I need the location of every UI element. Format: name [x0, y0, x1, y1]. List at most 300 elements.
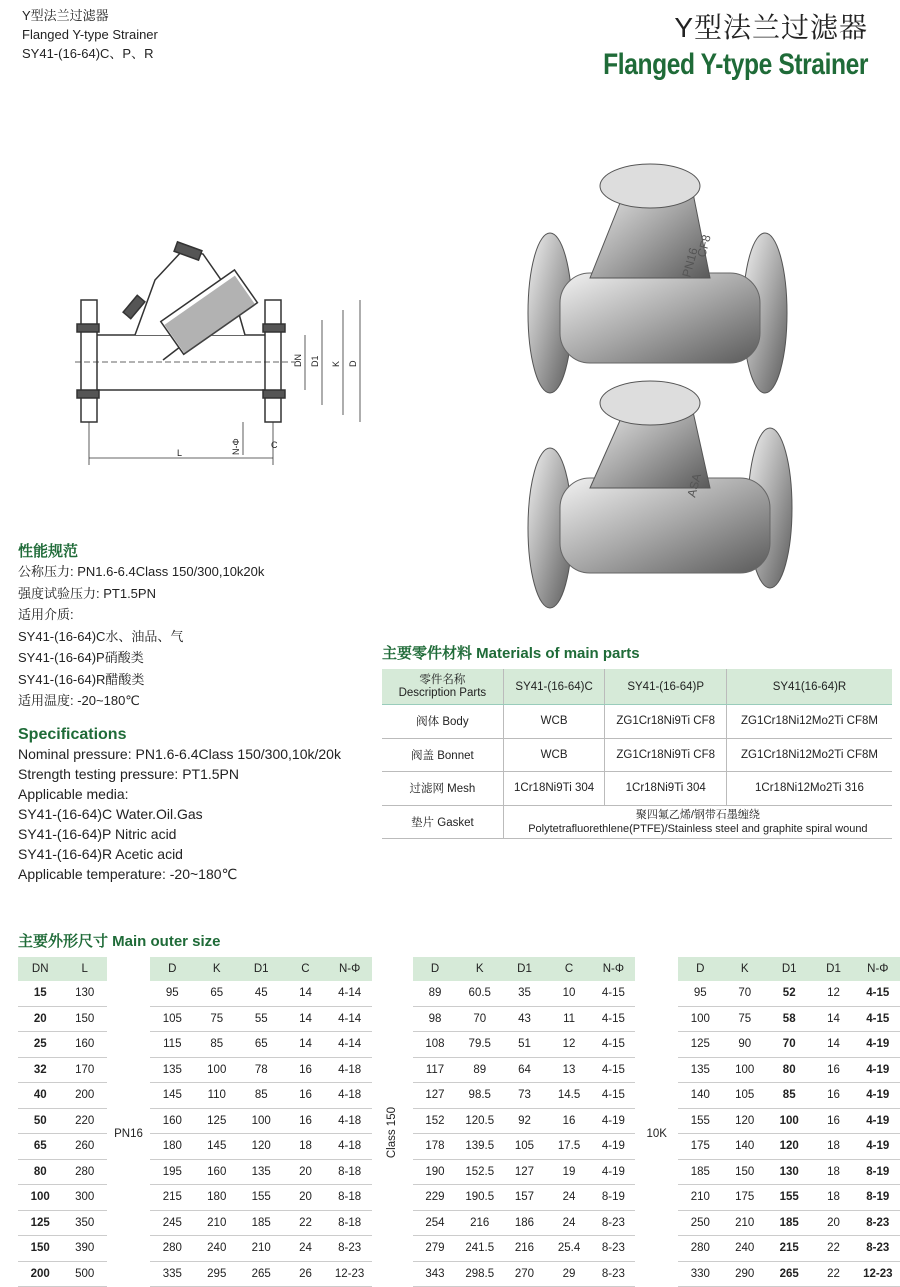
cell-pn16: 14	[283, 981, 327, 1006]
perf-line: 适用温度: -20~180℃	[18, 693, 140, 708]
cell-l: 390	[62, 1236, 106, 1262]
group-label-class150	[372, 981, 413, 1287]
cell-class150: 24	[547, 1185, 592, 1211]
cell-class150: 64	[502, 1057, 546, 1083]
cell-l: 220	[62, 1108, 106, 1134]
cell-class150: 4-19	[591, 1134, 635, 1160]
cell-pn16: 110	[195, 1083, 239, 1109]
technical-drawing	[75, 240, 375, 472]
header-model: SY41-(16-64)C、P、R	[22, 46, 154, 61]
cell-l: 150	[62, 1006, 106, 1032]
performance-heading: 性能规范	[18, 543, 79, 560]
cell-pn16: 100	[195, 1057, 239, 1083]
cell-k10: 4-19	[856, 1083, 900, 1109]
cell-pn16: 14	[283, 1006, 327, 1032]
cell-pn16: 4-18	[327, 1108, 371, 1134]
cell-k10: 265	[767, 1261, 811, 1287]
cell-class150: 14.5	[547, 1083, 592, 1109]
outer-size-table	[18, 957, 900, 1287]
cell-pn16: 4-18	[327, 1083, 371, 1109]
cell-pn16: 20	[283, 1159, 327, 1185]
cell-pn16: 22	[283, 1210, 327, 1236]
header-spacer	[372, 957, 413, 981]
cell-pn16: 16	[283, 1057, 327, 1083]
cell-pn16: 14	[283, 1032, 327, 1058]
cell-pn16: 265	[239, 1261, 283, 1287]
cell-class150: 117	[413, 1057, 457, 1083]
cell-pn16: 55	[239, 1006, 283, 1032]
cell-k10: 140	[678, 1083, 722, 1109]
dim-d-label: D	[348, 360, 358, 367]
dim-l-label: L	[177, 448, 183, 458]
cell-class150: 4-19	[591, 1159, 635, 1185]
cell-k10: 20	[811, 1210, 855, 1236]
cell-pn16: 295	[195, 1261, 239, 1287]
cell-class150: 60.5	[457, 981, 502, 1006]
cell-class150: 139.5	[457, 1134, 502, 1160]
cell-k10: 4-19	[856, 1032, 900, 1058]
cell-class150: 12	[547, 1032, 592, 1058]
cell-k10: 8-19	[856, 1159, 900, 1185]
strainer-photo-2	[528, 381, 792, 608]
table-row	[18, 1210, 900, 1236]
cell-pn16: 26	[283, 1261, 327, 1287]
dim-nphi-label: N-Φ	[231, 438, 241, 455]
specifications-heading: Specifications	[18, 726, 127, 743]
cell-l: 500	[62, 1261, 106, 1287]
cell-pn16: 4-14	[327, 1006, 371, 1032]
table-row	[18, 1057, 900, 1083]
materials-heading: 主要零件材料 Materials of main parts	[382, 645, 640, 662]
cell-pn16: 125	[195, 1108, 239, 1134]
cell-pn16: 8-23	[327, 1236, 371, 1262]
photo-mark-cf8: CF8	[694, 233, 714, 259]
cell-k10: 85	[767, 1083, 811, 1109]
cell-dn: 20	[18, 1006, 62, 1032]
cell-pn16: 160	[195, 1159, 239, 1185]
cell-k10: 16	[811, 1083, 855, 1109]
cell-class150: 8-23	[591, 1210, 635, 1236]
cell-part: 垫片 Gasket	[382, 805, 503, 839]
cell-class150: 89	[457, 1057, 502, 1083]
cell-k10: 18	[811, 1134, 855, 1160]
cell-k10: 90	[723, 1032, 767, 1058]
cell-k10: 14	[811, 1006, 855, 1032]
cell-l: 280	[62, 1159, 106, 1185]
cell-class150: 152.5	[457, 1159, 502, 1185]
cell-k10: 290	[723, 1261, 767, 1287]
cell-class150: 108	[413, 1032, 457, 1058]
cell-k10: 175	[678, 1134, 722, 1160]
header-block	[22, 6, 158, 63]
table-row	[18, 981, 900, 1006]
cell-class150: 190	[413, 1159, 457, 1185]
header-p: SY41-(16-64)P	[605, 669, 727, 705]
cell-k10: 155	[767, 1185, 811, 1211]
cell-class150: 152	[413, 1108, 457, 1134]
cell-k10: 330	[678, 1261, 722, 1287]
header-l: L	[62, 957, 106, 981]
spec-line: Strength testing pressure: PT1.5PN	[18, 766, 239, 782]
cell-k10: 4-19	[856, 1057, 900, 1083]
cell-class150: 4-15	[591, 981, 635, 1006]
dim-d1-label: D1	[310, 355, 320, 367]
table-row	[18, 1083, 900, 1109]
cell-pn16: 215	[150, 1185, 194, 1211]
cell-r: 1Cr18Ni12Mo2Ti 316	[726, 772, 892, 806]
table-row	[382, 772, 892, 806]
outer-size-section	[18, 930, 900, 1287]
cell-k10: 100	[767, 1108, 811, 1134]
header-k10-col: K	[723, 957, 767, 981]
cell-class150: 98.5	[457, 1083, 502, 1109]
cell-class150: 190.5	[457, 1185, 502, 1211]
strainer-photo-1	[528, 164, 787, 393]
cell-part: 阀盖 Bonnet	[382, 738, 503, 772]
group-label-pn16	[107, 981, 150, 1287]
cell-k10: 155	[678, 1108, 722, 1134]
cell-pn16: 8-18	[327, 1210, 371, 1236]
header-dn: DN	[18, 957, 62, 981]
cell-k10: 70	[767, 1032, 811, 1058]
cell-class150: 105	[502, 1134, 546, 1160]
cell-pn16: 180	[150, 1134, 194, 1160]
spec-line: SY41-(16-64)P Nitric acid	[18, 826, 177, 842]
cell-pn16: 75	[195, 1006, 239, 1032]
cell-dn: 40	[18, 1083, 62, 1109]
cell-k10: 12-23	[856, 1261, 900, 1287]
cell-k10: 22	[811, 1236, 855, 1262]
cell-k10: 18	[811, 1159, 855, 1185]
cell-pn16: 4-14	[327, 1032, 371, 1058]
table-row	[18, 1108, 900, 1134]
header-pn16-col: D1	[239, 957, 283, 981]
cell-class150: 17.5	[547, 1134, 592, 1160]
header-k10-col: D1	[767, 957, 811, 981]
table-row	[18, 1261, 900, 1287]
cell-k10: 210	[678, 1185, 722, 1211]
cell-k10: 125	[678, 1032, 722, 1058]
cell-class150: 216	[502, 1236, 546, 1262]
product-photos	[520, 158, 800, 618]
cell-class150: 157	[502, 1185, 546, 1211]
table-row	[18, 1159, 900, 1185]
cell-k10: 215	[767, 1236, 811, 1262]
header-k10-col: N-Φ	[856, 957, 900, 981]
cell-pn16: 160	[150, 1108, 194, 1134]
cell-class150: 186	[502, 1210, 546, 1236]
cell-k10: 150	[723, 1159, 767, 1185]
cell-class150: 127	[413, 1083, 457, 1109]
header-pn16-col: K	[195, 957, 239, 981]
cell-pn16: 245	[150, 1210, 194, 1236]
cell-pn16: 210	[239, 1236, 283, 1262]
cell-r: ZG1Cr18Ni12Mo2Ti CF8M	[726, 738, 892, 772]
cell-pn16: 8-18	[327, 1185, 371, 1211]
cell-pn16: 8-18	[327, 1159, 371, 1185]
cell-dn: 80	[18, 1159, 62, 1185]
dim-k-label: K	[331, 360, 341, 367]
header-class150-col: D	[413, 957, 457, 981]
cell-class150: 35	[502, 981, 546, 1006]
cell-k10: 4-15	[856, 1006, 900, 1032]
cell-k10: 22	[811, 1261, 855, 1287]
group-label-class150-text: Class 150	[386, 1106, 399, 1158]
header-class150-col: N-Φ	[591, 957, 635, 981]
cell-pn16: 16	[283, 1108, 327, 1134]
cell-class150: 24	[547, 1210, 592, 1236]
materials-table	[382, 669, 892, 839]
spec-line: Applicable media:	[18, 786, 129, 802]
cell-pn16: 45	[239, 981, 283, 1006]
perf-line: SY41-(16-64)R醋酸类	[18, 671, 145, 687]
cell-k10: 4-19	[856, 1134, 900, 1160]
cell-k10: 120	[723, 1108, 767, 1134]
cell-k10: 120	[767, 1134, 811, 1160]
cell-dn: 15	[18, 981, 62, 1006]
cell-k10: 135	[678, 1057, 722, 1083]
cell-pn16: 105	[150, 1006, 194, 1032]
cell-k10: 100	[678, 1006, 722, 1032]
spec-line: SY41-(16-64)R Acetic acid	[18, 846, 183, 862]
cell-class150: 13	[547, 1057, 592, 1083]
header-spacer	[635, 957, 678, 981]
header-pn16-col: C	[283, 957, 327, 981]
cell-k10: 105	[723, 1083, 767, 1109]
cell-class150: 343	[413, 1261, 457, 1287]
dim-c-label: C	[271, 440, 278, 450]
cell-pn16: 145	[150, 1083, 194, 1109]
cell-dn: 25	[18, 1032, 62, 1058]
cell-pn16: 195	[150, 1159, 194, 1185]
cell-k10: 4-15	[856, 981, 900, 1006]
gasket-material	[503, 805, 892, 839]
cell-class150: 4-15	[591, 1057, 635, 1083]
cell-pn16: 100	[239, 1108, 283, 1134]
cell-class150: 70	[457, 1006, 502, 1032]
cell-k10: 70	[723, 981, 767, 1006]
cell-k10: 8-23	[856, 1236, 900, 1262]
perf-line: 公称压力: PN1.6-6.4Class 150/300,10k20k	[18, 564, 265, 579]
cell-pn16: 4-18	[327, 1057, 371, 1083]
cell-class150: 216	[457, 1210, 502, 1236]
cell-pn16: 18	[283, 1134, 327, 1160]
cell-pn16: 145	[195, 1134, 239, 1160]
cell-class150: 4-15	[591, 1083, 635, 1109]
cell-class150: 127	[502, 1159, 546, 1185]
cell-class150: 10	[547, 981, 592, 1006]
perf-line: SY41-(16-64)C水、油品、气	[18, 628, 184, 644]
header-class150-col: K	[457, 957, 502, 981]
cell-k10: 210	[723, 1210, 767, 1236]
materials-header-row	[382, 669, 892, 705]
cell-part: 阀体 Body	[382, 705, 503, 739]
header-part-en: Description Parts	[398, 686, 487, 699]
page-title-cn: Y型法兰过滤器	[674, 12, 868, 43]
cell-c: 1Cr18Ni9Ti 304	[503, 772, 605, 806]
cell-class150: 270	[502, 1261, 546, 1287]
cell-class150: 51	[502, 1032, 546, 1058]
cell-l: 160	[62, 1032, 106, 1058]
table-row	[18, 1032, 900, 1058]
spec-line: SY41-(16-64)C Water.Oil.Gas	[18, 806, 203, 822]
cell-class150: 11	[547, 1006, 592, 1032]
cell-class150: 16	[547, 1108, 592, 1134]
performance-section	[18, 540, 264, 712]
cell-l: 260	[62, 1134, 106, 1160]
cell-class150: 4-15	[591, 1006, 635, 1032]
cell-k10: 185	[767, 1210, 811, 1236]
header-en-small: Flanged Y-type Strainer	[22, 27, 158, 42]
cell-part: 过滤网 Mesh	[382, 772, 503, 806]
cell-k10: 80	[767, 1057, 811, 1083]
cell-pn16: 280	[150, 1236, 194, 1262]
materials-section	[382, 642, 892, 839]
cell-l: 130	[62, 981, 106, 1006]
cell-pn16: 210	[195, 1210, 239, 1236]
cell-pn16: 135	[150, 1057, 194, 1083]
cell-pn16: 65	[239, 1032, 283, 1058]
cell-dn: 150	[18, 1236, 62, 1262]
cell-k10: 8-23	[856, 1210, 900, 1236]
cell-pn16: 20	[283, 1185, 327, 1211]
cell-p: ZG1Cr18Ni9Ti CF8	[605, 738, 727, 772]
cell-pn16: 180	[195, 1185, 239, 1211]
cell-class150: 4-15	[591, 1032, 635, 1058]
cell-dn: 125	[18, 1210, 62, 1236]
cell-pn16: 120	[239, 1134, 283, 1160]
cell-pn16: 4-18	[327, 1134, 371, 1160]
cell-k10: 95	[678, 981, 722, 1006]
header-r: SY41(16-64)R	[726, 669, 892, 705]
cell-k10: 52	[767, 981, 811, 1006]
cell-dn: 65	[18, 1134, 62, 1160]
cell-class150: 120.5	[457, 1108, 502, 1134]
cell-k10: 100	[723, 1057, 767, 1083]
cell-dn: 200	[18, 1261, 62, 1287]
cell-pn16: 65	[195, 981, 239, 1006]
cell-pn16: 4-14	[327, 981, 371, 1006]
cell-pn16: 155	[239, 1185, 283, 1211]
cell-l: 170	[62, 1057, 106, 1083]
cell-dn: 100	[18, 1185, 62, 1211]
cell-r: ZG1Cr18Ni12Mo2Ti CF8M	[726, 705, 892, 739]
cell-k10: 185	[678, 1159, 722, 1185]
table-row	[18, 1236, 900, 1262]
cell-l: 300	[62, 1185, 106, 1211]
spec-line: Applicable temperature: -20~180℃	[18, 866, 238, 882]
perf-line: 适用介质:	[18, 607, 74, 622]
table-row	[382, 705, 892, 739]
outer-size-heading: 主要外形尺寸 Main outer size	[18, 933, 221, 950]
cell-class150: 89	[413, 981, 457, 1006]
cell-p: 1Cr18Ni9Ti 304	[605, 772, 727, 806]
cell-k10: 16	[811, 1108, 855, 1134]
cell-class150: 19	[547, 1159, 592, 1185]
header-pn16-col: N-Φ	[327, 957, 371, 981]
cell-l: 200	[62, 1083, 106, 1109]
page-title-en: Flanged Y-type Strainer	[603, 48, 868, 81]
header-part	[382, 669, 503, 705]
header-part-cn: 零件名称	[419, 673, 466, 686]
cell-class150: 229	[413, 1185, 457, 1211]
cell-pn16: 135	[239, 1159, 283, 1185]
cell-p: ZG1Cr18Ni9Ti CF8	[605, 705, 727, 739]
photo-mark-pn16: PN16	[679, 246, 701, 279]
cell-k10: 75	[723, 1006, 767, 1032]
cell-pn16: 240	[195, 1236, 239, 1262]
cell-class150: 25.4	[547, 1236, 592, 1262]
cell-class150: 279	[413, 1236, 457, 1262]
cell-pn16: 85	[239, 1083, 283, 1109]
cell-class150: 29	[547, 1261, 592, 1287]
cell-dn: 50	[18, 1108, 62, 1134]
cell-pn16: 78	[239, 1057, 283, 1083]
cell-class150: 8-19	[591, 1185, 635, 1211]
cell-class150: 98	[413, 1006, 457, 1032]
table-row	[18, 1134, 900, 1160]
header-spacer	[107, 957, 150, 981]
cell-class150: 73	[502, 1083, 546, 1109]
cell-c: WCB	[503, 738, 605, 772]
cell-k10: 12	[811, 981, 855, 1006]
cell-c: WCB	[503, 705, 605, 739]
group-label-pn16-text: PN16	[114, 1127, 143, 1140]
cell-class150: 298.5	[457, 1261, 502, 1287]
cell-pn16: 115	[150, 1032, 194, 1058]
header-class150-col: C	[547, 957, 592, 981]
cell-pn16: 24	[283, 1236, 327, 1262]
cell-class150: 254	[413, 1210, 457, 1236]
table-row	[382, 738, 892, 772]
gasket-en: Polytetrafluorethlene(PTFE)/Stainless steel and graphite spiral wound	[528, 822, 868, 835]
table-row	[18, 1185, 900, 1211]
spec-line: Nominal pressure: PN1.6-6.4Class 150/300,10k/20k	[18, 746, 341, 762]
perf-line: SY41-(16-64)P硝酸类	[18, 650, 144, 665]
cell-k10: 18	[811, 1185, 855, 1211]
cell-dn: 32	[18, 1057, 62, 1083]
cell-k10: 250	[678, 1210, 722, 1236]
outer-header-row	[18, 957, 900, 981]
cell-class150: 4-19	[591, 1108, 635, 1134]
cell-class150: 8-23	[591, 1261, 635, 1287]
group-label-k10-text: 10K	[646, 1127, 667, 1140]
header-class150-col: D1	[502, 957, 546, 981]
cell-k10: 16	[811, 1057, 855, 1083]
cell-pn16: 16	[283, 1083, 327, 1109]
cell-class150: 178	[413, 1134, 457, 1160]
header-k10-col: D1	[811, 957, 855, 981]
cell-class150: 43	[502, 1006, 546, 1032]
table-row	[382, 805, 892, 839]
cell-class150: 79.5	[457, 1032, 502, 1058]
cell-k10: 130	[767, 1159, 811, 1185]
gasket-cn: 聚四氟乙烯/钢带石墨缠绕	[635, 808, 760, 821]
header-c: SY41-(16-64)C	[503, 669, 605, 705]
cell-k10: 8-19	[856, 1185, 900, 1211]
group-label-k10	[635, 981, 678, 1287]
cell-k10: 280	[678, 1236, 722, 1262]
cell-pn16: 85	[195, 1032, 239, 1058]
cell-pn16: 95	[150, 981, 194, 1006]
cell-k10: 175	[723, 1185, 767, 1211]
perf-line: 强度试验压力: PT1.5PN	[18, 585, 156, 601]
header-k10-col: D	[678, 957, 722, 981]
cell-class150: 8-23	[591, 1236, 635, 1262]
cell-k10: 58	[767, 1006, 811, 1032]
cell-pn16: 12-23	[327, 1261, 371, 1287]
cell-k10: 240	[723, 1236, 767, 1262]
